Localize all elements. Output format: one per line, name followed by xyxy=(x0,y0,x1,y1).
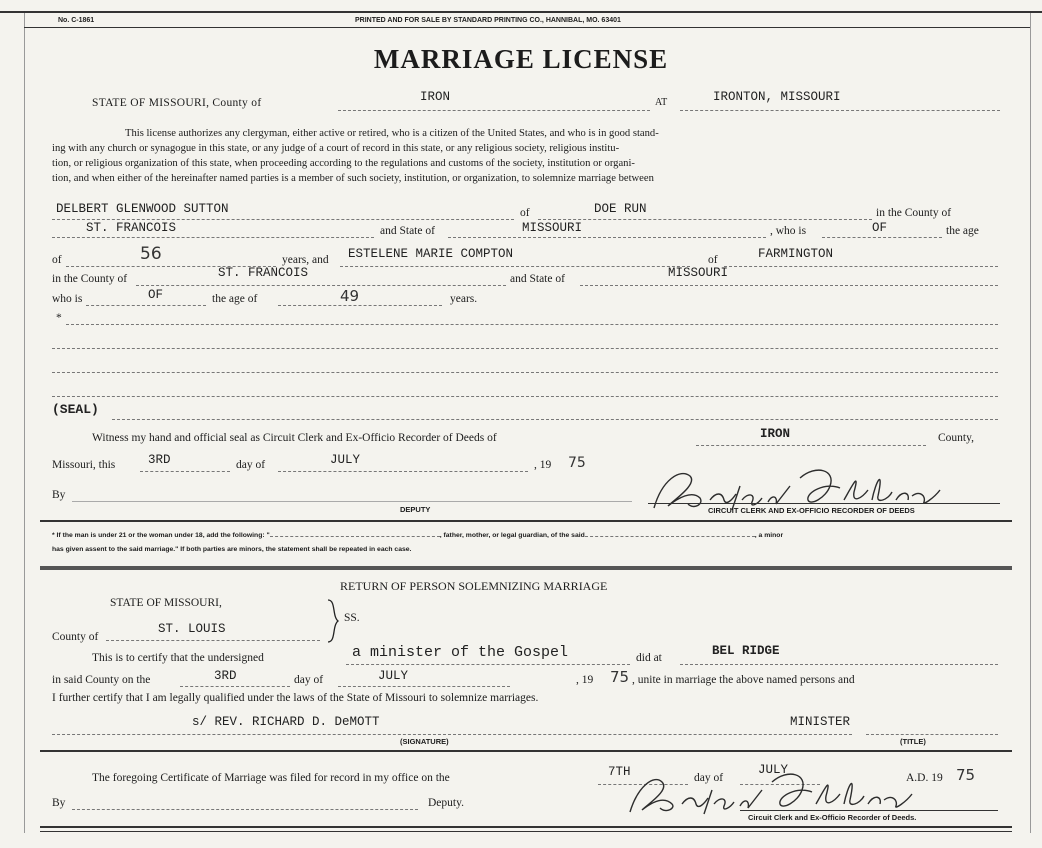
minor-blank-4 xyxy=(52,396,998,397)
return-place-blank xyxy=(680,664,998,665)
return-month: JULY xyxy=(378,669,409,683)
state-county-label: STATE OF MISSOURI, County of xyxy=(92,97,262,109)
bride-of-blank xyxy=(86,305,206,306)
minor-blank-3 xyxy=(52,372,998,373)
license-place: IRONTON, MISSOURI xyxy=(713,90,841,104)
bride-name: ESTELENE MARIE COMPTON xyxy=(348,247,514,261)
footnote-line-1 xyxy=(52,532,783,539)
right-border xyxy=(1030,13,1031,833)
groom-name-blank xyxy=(52,219,514,220)
filing-by-label: By xyxy=(52,797,66,809)
groom-age: 56 xyxy=(140,244,162,264)
signature-caption: (SIGNATURE) xyxy=(400,737,449,746)
by-label: By xyxy=(52,489,66,501)
title-caption: (TITLE) xyxy=(900,737,926,746)
header-rule xyxy=(24,27,1030,28)
filing-text: The foregoing Certificate of Marriage was filed for record in my office on the xyxy=(92,772,450,784)
filing-clerk-line xyxy=(740,810,998,811)
seal-blank xyxy=(112,419,998,420)
signature-blank xyxy=(52,734,852,735)
deputy-label: DEPUTY xyxy=(400,505,431,514)
groom-county: ST. FRANCOIS xyxy=(86,221,177,235)
witness-county: IRON xyxy=(760,427,791,441)
filing-month: JULY xyxy=(758,763,789,777)
return-state: STATE OF MISSOURI, xyxy=(110,597,222,609)
groom-of-blank xyxy=(822,237,942,238)
groom-town: DOE RUN xyxy=(594,202,647,216)
of-word: of xyxy=(52,254,62,266)
minor-blank-2 xyxy=(52,348,998,349)
issue-day: 3RD xyxy=(148,453,171,467)
section-rule xyxy=(40,566,1012,570)
bride-age-blank xyxy=(278,305,442,306)
return-place: BEL RIDGE xyxy=(712,644,780,658)
officiant-role: a minister of the Gospel xyxy=(352,644,569,661)
officiant-role-blank xyxy=(346,664,630,665)
return-year: 75 xyxy=(610,668,630,686)
issue-month: JULY xyxy=(330,453,361,467)
footnote-part-1: * If the man is under 21 or the woman under 18, add the following: " xyxy=(52,532,270,539)
groom-state: MISSOURI xyxy=(522,221,583,235)
groom-of-label: of xyxy=(520,207,530,219)
further-certify: I further certify that I am legally qualified under the laws of the State of Missouri to solemnize marriages. xyxy=(52,692,539,704)
bride-county-blank xyxy=(136,285,506,286)
ss-label: SS. xyxy=(344,612,360,624)
return-day-blank xyxy=(180,686,290,687)
who-is-label: , who is xyxy=(770,225,807,237)
seal-label: (SEAL) xyxy=(52,402,99,417)
clerk-sign-line xyxy=(648,503,1000,504)
filing-deputy-label: Deputy. xyxy=(428,797,464,809)
years-label: years. xyxy=(450,293,478,305)
filing-clerk-title: Circuit Clerk and Ex-Officio Recorder of Deeds. xyxy=(748,813,917,822)
footnote-part-2: , father, mother, or legal guardian, of the said xyxy=(439,532,585,539)
return-county-blank xyxy=(106,640,320,641)
officiant-signature: s/ REV. RICHARD D. DeMOTT xyxy=(192,715,380,729)
bottom-rule-1 xyxy=(40,826,1012,828)
license-county: IRON xyxy=(420,90,451,104)
asterisk-mark: * xyxy=(56,312,62,324)
at-label: AT xyxy=(655,97,668,108)
footnote-rule xyxy=(40,520,1012,522)
groom-town-blank xyxy=(538,219,872,220)
issue-day-of-label: day of xyxy=(236,459,266,471)
groom-county-blank xyxy=(52,237,374,238)
county-comma-label: County, xyxy=(938,432,974,444)
certify-label: This is to certify that the undersigned xyxy=(92,652,264,664)
groom-name: DELBERT GLENWOOD SUTTON xyxy=(56,202,229,216)
return-day: 3RD xyxy=(214,669,237,683)
in-county-label: in the County of xyxy=(876,207,952,219)
clerk-title: CIRCUIT CLERK AND EX-OFFICIO RECORDER OF DEEDS xyxy=(708,506,915,515)
missouri-this-label: Missouri, this xyxy=(52,459,116,471)
bride-of: OF xyxy=(148,288,164,302)
document-title: MARRIAGE LICENSE xyxy=(373,44,669,74)
return-month-blank xyxy=(338,686,510,687)
bride-in-county-label: in the County of xyxy=(52,273,128,285)
county-blank xyxy=(338,110,650,111)
issue-year-prefix: , 19 xyxy=(534,459,552,471)
issue-month-blank xyxy=(278,471,528,472)
bride-and-state-label: and State of xyxy=(510,273,565,285)
filing-day: 7TH xyxy=(608,765,631,779)
the-age-of-label: the age of xyxy=(212,293,258,305)
filing-year: 75 xyxy=(956,766,976,784)
groom-state-blank xyxy=(448,237,766,238)
return-day-of-label: day of xyxy=(294,674,324,686)
ss-brace xyxy=(326,598,342,644)
and-state-label: and State of xyxy=(380,225,435,237)
return-heading: RETURN OF PERSON SOLEMNIZING MARRIAGE xyxy=(340,579,608,593)
title-blank xyxy=(866,734,998,735)
at-blank xyxy=(680,110,1000,111)
filing-deputy-blank xyxy=(72,809,418,810)
filing-ad-label: A.D. 19 xyxy=(906,772,943,784)
groom-of: OF xyxy=(872,221,888,235)
bride-name-blank xyxy=(340,266,690,267)
issue-day-blank xyxy=(140,471,230,472)
witness-text: Witness my hand and official seal as Circuit Clerk and Ex-Officio Recorder of Deeds of xyxy=(92,432,497,444)
footnote-part-3: , a minor xyxy=(754,532,784,539)
issue-year: 75 xyxy=(568,455,586,471)
the-age-label: the age xyxy=(946,225,979,237)
footnote-line-2: has given assent to the said marriage." If both parties are minors, the statement shall be repeated in each case. xyxy=(52,546,412,553)
authorization-line-4: tion, and when either of the hereinafter named parties is a member of such society, institution, or organization, to solemnize marriage between xyxy=(52,173,654,184)
minor-blank-1 xyxy=(66,324,998,325)
authorization-line-2: ing with any church or synagogue in this state, or any judge of a court of record in this state, or any religious society, religious institu- xyxy=(52,143,620,154)
years-and-label: years, and xyxy=(282,254,329,266)
bride-age: 49 xyxy=(340,287,360,305)
bride-county: ST. FRANCOIS xyxy=(218,266,309,280)
bride-town-blank xyxy=(724,266,998,267)
filing-day-of-label: day of xyxy=(694,772,724,784)
in-said-county-label: in said County on the xyxy=(52,674,151,686)
authorization-line-1: This license authorizes any clergyman, either active or retired, who is a citizen of the United States, and who is in good stand- xyxy=(125,128,659,139)
bride-of-label: of xyxy=(708,254,718,266)
witness-county-blank xyxy=(696,445,926,446)
bride-state-blank xyxy=(580,285,998,286)
filing-rule xyxy=(40,750,1012,752)
bride-who-is-label: who is xyxy=(52,293,83,305)
unite-text: , unite in marriage the above named persons and xyxy=(632,674,855,686)
return-county-label: County of xyxy=(52,631,99,643)
top-rule xyxy=(0,11,1042,13)
deputy-blank xyxy=(72,501,632,502)
return-county: ST. LOUIS xyxy=(158,622,226,636)
form-number: No. C-1861 xyxy=(58,17,95,24)
bottom-rule-2 xyxy=(40,831,1012,832)
officiant-title: MINISTER xyxy=(790,715,851,729)
did-at-label: did at xyxy=(636,652,662,664)
left-border xyxy=(24,13,25,833)
authorization-line-3: tion, or religious organization of this state, when proceeding according to the regulations and customs of the society, institution or organi- xyxy=(52,158,635,169)
bride-town: FARMINGTON xyxy=(758,247,834,261)
bride-state: MISSOURI xyxy=(668,266,729,280)
return-year-prefix: , 19 xyxy=(576,674,594,686)
printer-credit: PRINTED AND FOR SALE BY STANDARD PRINTING CO., HANNIBAL, MO. 63401 xyxy=(355,17,621,24)
filing-clerk-signature xyxy=(600,760,920,820)
